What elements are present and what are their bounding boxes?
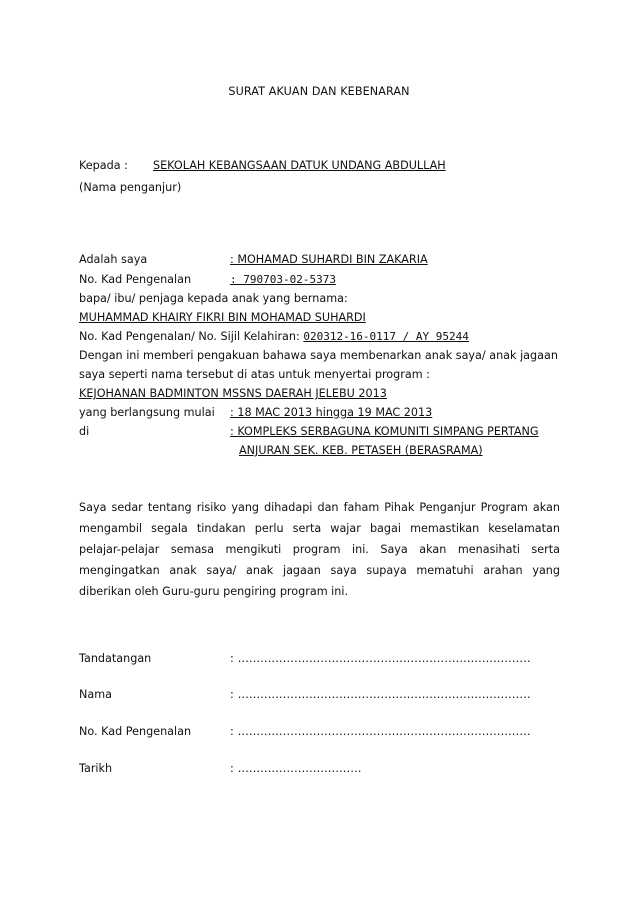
guardian-text: bapa/ ibu/ penjaga kepada anak yang bernama: — [79, 292, 348, 305]
consent-line-2: saya seperti nama tersebut di atas untuk menyertai program : — [79, 368, 430, 381]
kepada-row — [79, 158, 446, 173]
date-sign-row — [79, 762, 362, 775]
date-sign-field[interactable]: : ................................. — [230, 762, 362, 775]
paragraph-line: diberikan oleh Guru-guru pengiring program ini. — [79, 585, 349, 598]
signature-field[interactable]: : .............................................................................. — [230, 652, 531, 665]
sig-ic-label: No. Kad Pengenalan — [79, 725, 192, 738]
kepada-label: Kepada : — [79, 159, 128, 172]
signature-row — [79, 652, 531, 665]
parent-name-label: Adalah saya — [79, 253, 148, 266]
parent-name-value: : MOHAMAD SUHARDI BIN ZAKARIA — [230, 253, 428, 266]
name-field[interactable]: : .............................................................................. — [230, 688, 531, 701]
date-label: yang berlangsung mulai — [79, 406, 215, 419]
date-row — [79, 405, 432, 420]
signature-label: Tandatangan — [79, 652, 152, 665]
date-value: : 18 MAC 2013 hingga 19 MAC 2013 — [230, 406, 433, 419]
name-row — [79, 688, 531, 701]
consent-line-1: Dengan ini memberi pengakuan bahawa saya membenarkan anak saya/ anak jagaan — [79, 349, 558, 362]
acknowledgement-paragraph — [79, 497, 560, 602]
parent-ic-label: No. Kad Pengenalan — [79, 273, 192, 286]
parent-name-row — [79, 252, 428, 267]
school-name: SEKOLAH KEBANGSAAN DATUK UNDANG ABDULLAH — [153, 159, 446, 172]
paragraph-line: pelajar-pelajar semasa mengikuti program ini. Saya akan menasihati serta — [79, 543, 560, 556]
parent-ic-row — [79, 272, 336, 287]
child-ic-value: 020312-16-0117 / AY 95244 — [303, 330, 469, 343]
venue-label: di — [79, 425, 90, 438]
paragraph-line: mengambil segala tindakan perlu serta wajar bagai memastikan keselamatan — [79, 522, 560, 535]
date-sign-label: Tarikh — [79, 762, 113, 775]
parent-ic-value: : 790703-02-5373 — [230, 273, 336, 286]
venue-value-2: ANJURAN SEK. KEB. PETASEH (BERASRAMA) — [239, 444, 483, 457]
child-ic-row — [79, 329, 469, 344]
sig-ic-row — [79, 725, 531, 738]
paragraph-line: Saya sedar tentang risiko yang dihadapi dan faham Pihak Penganjur Program akan — [79, 501, 560, 514]
venue-row — [79, 424, 539, 439]
document-title: SURAT AKUAN DAN KEBENARAN — [228, 85, 410, 98]
sig-ic-field[interactable]: : .............................................................................. — [230, 725, 531, 738]
organizer-note: (Nama penganjur) — [79, 181, 182, 194]
child-name: MUHAMMAD KHAIRY FIKRI BIN MOHAMAD SUHARDI — [79, 311, 366, 324]
program-name: KEJOHANAN BADMINTON MSSNS DAERAH JELEBU 2013 — [79, 387, 387, 400]
paragraph-line: mengingatkan anak saya/ anak jagaan saya supaya mematuhi arahan yang — [79, 564, 560, 577]
venue-value-2-row — [239, 443, 483, 458]
venue-value-1: : KOMPLEKS SERBAGUNA KOMUNITI SIMPANG PERTANG — [230, 425, 539, 438]
name-label: Nama — [79, 688, 112, 701]
child-ic-label: No. Kad Pengenalan/ No. Sijil Kelahiran: — [79, 330, 304, 343]
